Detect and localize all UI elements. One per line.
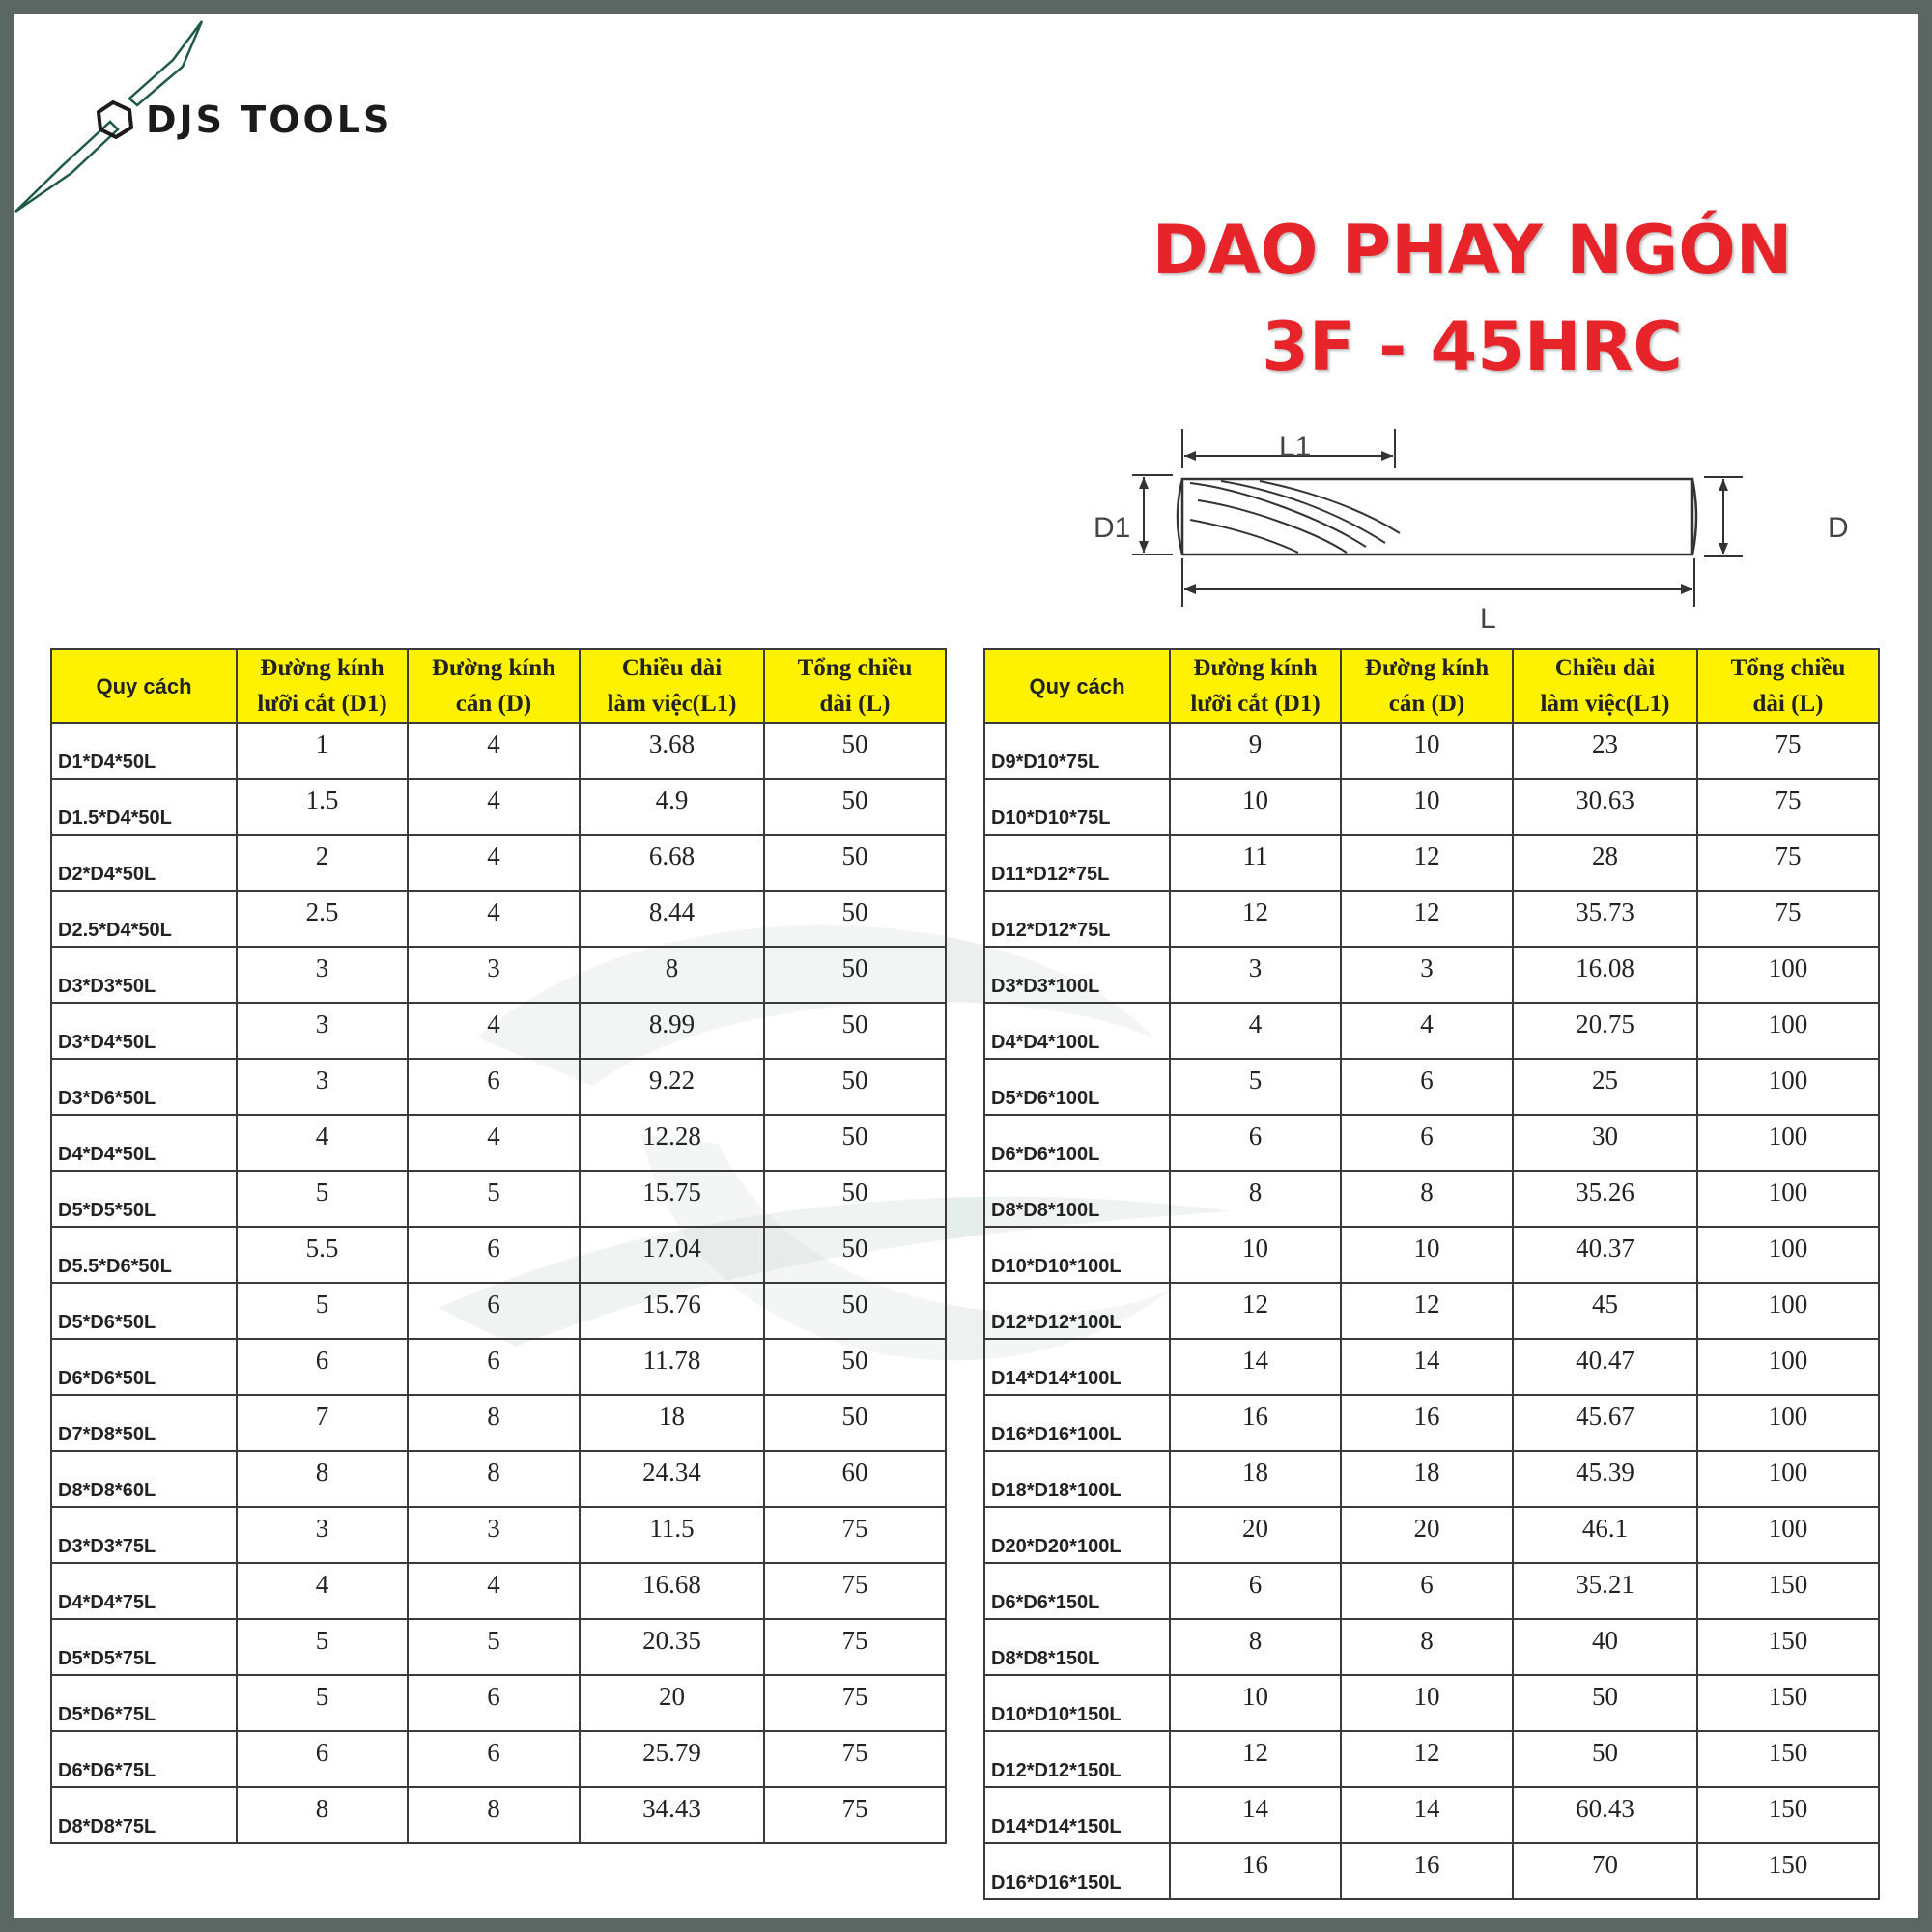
spec-code-cell: D3*D3*100L [984,947,1170,1003]
value-cell: 150 [1697,1787,1879,1843]
spec-code-cell: D1*D4*50L [51,723,237,779]
value-cell: 50 [764,1171,946,1227]
value-cell: 75 [1697,723,1879,779]
value-cell: 18 [580,1395,764,1451]
value-cell: 100 [1697,1283,1879,1339]
spec-sheet [14,14,1918,1918]
value-cell: 40.37 [1513,1227,1697,1283]
table-row [51,1787,946,1843]
value-cell: 10 [1341,1227,1513,1283]
table-row [51,1619,946,1675]
table-row [51,723,946,779]
spec-code-cell: D16*D16*100L [984,1395,1170,1451]
spec-code-cell: D2.5*D4*50L [51,891,237,947]
value-cell: 4 [408,779,580,835]
value-cell: 15.75 [580,1171,764,1227]
table-row [984,1283,1879,1339]
value-cell: 4 [1170,1003,1341,1059]
spec-code-cell: D3*D4*50L [51,1003,237,1059]
value-cell: 50 [764,891,946,947]
spec-code-cell: D3*D6*50L [51,1059,237,1115]
value-cell: 30 [1513,1115,1697,1171]
value-cell: 12 [1341,891,1513,947]
value-cell: 50 [764,1283,946,1339]
value-cell: 150 [1697,1843,1879,1899]
value-cell: 6 [1170,1563,1341,1619]
table-row [984,947,1879,1003]
value-cell: 11 [1170,835,1341,891]
value-cell: 12 [1170,1731,1341,1787]
column-header [408,649,580,723]
value-cell: 75 [1697,779,1879,835]
brand-logo [14,14,458,226]
spec-table-right [983,648,1880,1900]
value-cell: 3.68 [580,723,764,779]
spec-table-left [50,648,947,1844]
value-cell: 100 [1697,1115,1879,1171]
column-header-text: Chiều dài [1554,655,1656,681]
value-cell: 100 [1697,1395,1879,1451]
value-cell: 75 [764,1563,946,1619]
value-cell: 10 [1170,1227,1341,1283]
value-cell: 18 [1170,1451,1341,1507]
spec-code-cell: D6*D6*75L [51,1731,237,1787]
column-header [237,649,408,723]
value-cell: 16.08 [1513,947,1697,1003]
column-header-text: Tổng chiều [797,655,913,681]
value-cell: 3 [237,1059,408,1115]
value-cell: 8 [580,947,764,1003]
value-cell: 28 [1513,835,1697,891]
value-cell: 5.5 [237,1227,408,1283]
column-header-text: Quy cách [1029,673,1125,698]
spec-code-cell: D5*D6*100L [984,1059,1170,1115]
value-cell: 24.34 [580,1451,764,1507]
value-cell: 75 [1697,891,1879,947]
value-cell: 4 [408,1003,580,1059]
value-cell: 3 [408,947,580,1003]
column-header-text: làm việc(L1) [1540,691,1670,717]
page-title: DAO PHAY NGÓN [1151,211,1793,290]
value-cell: 4 [408,835,580,891]
value-cell: 46.1 [1513,1507,1697,1563]
value-cell: 50 [764,723,946,779]
value-cell: 12 [1170,1283,1341,1339]
value-cell: 5 [237,1619,408,1675]
value-cell: 10 [1341,779,1513,835]
column-header-text: Tổng chiều [1730,655,1846,681]
value-cell: 6 [1341,1563,1513,1619]
value-cell: 20 [580,1675,764,1731]
value-cell: 50 [764,1395,946,1451]
value-cell: 50 [1513,1675,1697,1731]
value-cell: 12.28 [580,1115,764,1171]
spec-code-cell: D12*D12*75L [984,891,1170,947]
table-row [984,1171,1879,1227]
column-header [1513,649,1697,723]
table-row [984,1115,1879,1171]
table-row [984,1451,1879,1507]
column-header-text: cán (D) [455,691,532,717]
value-cell: 6 [237,1339,408,1395]
column-header-text: Đường kính [260,655,384,681]
value-cell: 16 [1170,1395,1341,1451]
value-cell: 100 [1697,1227,1879,1283]
value-cell: 150 [1697,1675,1879,1731]
value-cell: 150 [1697,1619,1879,1675]
value-cell: 3 [237,1003,408,1059]
end-mill-diagram [1076,419,1849,637]
table-row [51,835,946,891]
column-header-text: lưỡi cắt (D1) [1190,691,1321,717]
value-cell: 16 [1341,1395,1513,1451]
brand-name: DJS TOOLS [146,99,393,141]
value-cell: 14 [1341,1339,1513,1395]
diagram-label-d: D [1828,512,1849,544]
value-cell: 12 [1341,1283,1513,1339]
value-cell: 100 [1697,947,1879,1003]
spec-code-cell: D18*D18*100L [984,1451,1170,1507]
spec-code-cell: D16*D16*150L [984,1843,1170,1899]
value-cell: 45 [1513,1283,1697,1339]
value-cell: 2 [237,835,408,891]
value-cell: 1 [237,723,408,779]
value-cell: 25 [1513,1059,1697,1115]
table-row [51,1451,946,1507]
value-cell: 16.68 [580,1563,764,1619]
value-cell: 9 [1170,723,1341,779]
value-cell: 50 [764,1227,946,1283]
value-cell: 3 [408,1507,580,1563]
value-cell: 100 [1697,1003,1879,1059]
value-cell: 40 [1513,1619,1697,1675]
value-cell: 6 [408,1339,580,1395]
value-cell: 16 [1341,1843,1513,1899]
value-cell: 6 [408,1227,580,1283]
value-cell: 5 [237,1675,408,1731]
value-cell: 75 [764,1675,946,1731]
value-cell: 100 [1697,1059,1879,1115]
value-cell: 3 [237,1507,408,1563]
value-cell: 5 [1170,1059,1341,1115]
value-cell: 6 [408,1675,580,1731]
value-cell: 4 [408,1115,580,1171]
value-cell: 20.35 [580,1619,764,1675]
value-cell: 8.44 [580,891,764,947]
spec-code-cell: D7*D8*50L [51,1395,237,1451]
spec-code-cell: D10*D10*75L [984,779,1170,835]
table-row [984,723,1879,779]
spec-code-cell: D8*D8*100L [984,1171,1170,1227]
value-cell: 8 [237,1787,408,1843]
spec-code-cell: D6*D6*50L [51,1339,237,1395]
value-cell: 18 [1341,1451,1513,1507]
value-cell: 16 [1170,1843,1341,1899]
table-row [51,1059,946,1115]
column-header [51,649,237,723]
value-cell: 75 [1697,835,1879,891]
value-cell: 4 [408,891,580,947]
table-row [51,1115,946,1171]
spec-code-cell: D14*D14*150L [984,1787,1170,1843]
value-cell: 150 [1697,1563,1879,1619]
value-cell: 9.22 [580,1059,764,1115]
table-row [984,1787,1879,1843]
spec-code-cell: D8*D8*150L [984,1619,1170,1675]
value-cell: 5 [237,1171,408,1227]
table-row [51,1675,946,1731]
table-row [51,1507,946,1563]
value-cell: 12 [1341,835,1513,891]
table-row [51,1563,946,1619]
table-row [51,1283,946,1339]
value-cell: 7 [237,1395,408,1451]
spec-code-cell: D10*D10*100L [984,1227,1170,1283]
value-cell: 50 [1513,1731,1697,1787]
value-cell: 35.26 [1513,1171,1697,1227]
value-cell: 6 [237,1731,408,1787]
value-cell: 4.9 [580,779,764,835]
value-cell: 15.76 [580,1283,764,1339]
table-row [984,1731,1879,1787]
value-cell: 45.39 [1513,1451,1697,1507]
table-row [984,835,1879,891]
value-cell: 75 [764,1507,946,1563]
value-cell: 40.47 [1513,1339,1697,1395]
spec-code-cell: D20*D20*100L [984,1507,1170,1563]
value-cell: 4 [237,1115,408,1171]
column-header-text: Quy cách [96,673,192,698]
value-cell: 4 [408,1563,580,1619]
value-cell: 6 [408,1283,580,1339]
value-cell: 10 [1170,779,1341,835]
value-cell: 34.43 [580,1787,764,1843]
spec-code-cell: D12*D12*150L [984,1731,1170,1787]
page-subtitle: 3F - 45HRC [1262,307,1683,386]
value-cell: 8 [1341,1619,1513,1675]
value-cell: 20 [1170,1507,1341,1563]
value-cell: 5 [237,1283,408,1339]
column-header [580,649,764,723]
value-cell: 8 [237,1451,408,1507]
value-cell: 150 [1697,1731,1879,1787]
value-cell: 60.43 [1513,1787,1697,1843]
column-header-text: Đường kính [431,655,556,681]
table-row [984,1843,1879,1899]
value-cell: 35.21 [1513,1563,1697,1619]
spec-code-cell: D8*D8*60L [51,1451,237,1507]
value-cell: 1.5 [237,779,408,835]
value-cell: 50 [764,947,946,1003]
value-cell: 10 [1170,1675,1341,1731]
value-cell: 14 [1341,1787,1513,1843]
table-row [984,1675,1879,1731]
value-cell: 12 [1341,1731,1513,1787]
table-row [51,1395,946,1451]
table-header-row [984,649,1879,723]
column-header [1341,649,1513,723]
value-cell: 25.79 [580,1731,764,1787]
spec-code-cell: D9*D10*75L [984,723,1170,779]
spec-code-cell: D6*D6*100L [984,1115,1170,1171]
table-row [51,1227,946,1283]
spec-code-cell: D4*D4*50L [51,1115,237,1171]
table-row [984,1059,1879,1115]
column-header-text: dài (L) [819,691,891,717]
value-cell: 8 [1170,1171,1341,1227]
spec-code-cell: D11*D12*75L [984,835,1170,891]
table-header-row [51,649,946,723]
value-cell: 50 [764,835,946,891]
value-cell: 6 [1341,1059,1513,1115]
spec-code-cell: D3*D3*50L [51,947,237,1003]
value-cell: 60 [764,1451,946,1507]
value-cell: 6 [408,1059,580,1115]
value-cell: 50 [764,779,946,835]
value-cell: 8 [1170,1619,1341,1675]
value-cell: 14 [1170,1339,1341,1395]
value-cell: 100 [1697,1339,1879,1395]
value-cell: 12 [1170,891,1341,947]
value-cell: 14 [1170,1787,1341,1843]
spec-code-cell: D10*D10*150L [984,1675,1170,1731]
value-cell: 5 [408,1619,580,1675]
spec-code-cell: D6*D6*150L [984,1563,1170,1619]
table-row [984,1339,1879,1395]
spec-code-cell: D4*D4*75L [51,1563,237,1619]
column-header-text: làm việc(L1) [607,691,737,717]
end-mill-drawing [1076,419,1849,632]
value-cell: 70 [1513,1843,1697,1899]
value-cell: 6 [408,1731,580,1787]
value-cell: 10 [1341,1675,1513,1731]
value-cell: 100 [1697,1171,1879,1227]
column-header-text: lưỡi cắt (D1) [257,691,387,717]
value-cell: 3 [237,947,408,1003]
spec-code-cell: D5*D5*50L [51,1171,237,1227]
table-row [984,1507,1879,1563]
spec-code-cell: D5*D6*75L [51,1675,237,1731]
table-row [51,891,946,947]
value-cell: 8.99 [580,1003,764,1059]
table-row [984,1003,1879,1059]
spec-code-cell: D2*D4*50L [51,835,237,891]
value-cell: 11.5 [580,1507,764,1563]
spec-code-cell: D8*D8*75L [51,1787,237,1843]
diagram-label-l1: L1 [1279,431,1312,463]
value-cell: 3 [1170,947,1341,1003]
table-row [984,1563,1879,1619]
spec-code-cell: D1.5*D4*50L [51,779,237,835]
value-cell: 8 [1341,1171,1513,1227]
table-row [51,1003,946,1059]
value-cell: 20 [1341,1507,1513,1563]
value-cell: 17.04 [580,1227,764,1283]
spec-code-cell: D5*D6*50L [51,1283,237,1339]
value-cell: 6.68 [580,835,764,891]
table-row [984,891,1879,947]
table-row [984,1227,1879,1283]
table-row [51,779,946,835]
table-row [984,1619,1879,1675]
value-cell: 75 [764,1787,946,1843]
column-header [764,649,946,723]
value-cell: 30.63 [1513,779,1697,835]
spec-code-cell: D14*D14*100L [984,1339,1170,1395]
table-row [51,1171,946,1227]
value-cell: 100 [1697,1507,1879,1563]
value-cell: 8 [408,1787,580,1843]
spec-code-cell: D3*D3*75L [51,1507,237,1563]
value-cell: 50 [764,1059,946,1115]
column-header [984,649,1170,723]
value-cell: 35.73 [1513,891,1697,947]
column-header-text: Đường kính [1193,655,1318,681]
diagram-label-d1: D1 [1094,512,1131,544]
value-cell: 5 [408,1171,580,1227]
value-cell: 2.5 [237,891,408,947]
value-cell: 23 [1513,723,1697,779]
spec-code-cell: D5.5*D6*50L [51,1227,237,1283]
column-header-text: cán (D) [1388,691,1465,717]
table-row [51,1731,946,1787]
value-cell: 45.67 [1513,1395,1697,1451]
value-cell: 50 [764,1339,946,1395]
value-cell: 4 [1341,1003,1513,1059]
value-cell: 6 [1341,1115,1513,1171]
value-cell: 11.78 [580,1339,764,1395]
value-cell: 50 [764,1003,946,1059]
table-row [51,947,946,1003]
column-header-text: Đường kính [1364,655,1490,681]
spec-code-cell: D5*D5*75L [51,1619,237,1675]
column-header-text: dài (L) [1752,691,1824,717]
value-cell: 75 [764,1731,946,1787]
spec-code-cell: D4*D4*100L [984,1003,1170,1059]
column-header-text: Chiều dài [621,655,723,681]
value-cell: 20.75 [1513,1003,1697,1059]
table-row [984,1395,1879,1451]
table-row [51,1339,946,1395]
value-cell: 3 [1341,947,1513,1003]
table-row [984,779,1879,835]
value-cell: 4 [408,723,580,779]
diagram-label-l: L [1480,603,1496,635]
value-cell: 8 [408,1395,580,1451]
value-cell: 10 [1341,723,1513,779]
column-header [1170,649,1341,723]
value-cell: 50 [764,1115,946,1171]
spec-code-cell: D12*D12*100L [984,1283,1170,1339]
value-cell: 6 [1170,1115,1341,1171]
value-cell: 100 [1697,1451,1879,1507]
value-cell: 75 [764,1619,946,1675]
value-cell: 4 [237,1563,408,1619]
value-cell: 8 [408,1451,580,1507]
column-header [1697,649,1879,723]
